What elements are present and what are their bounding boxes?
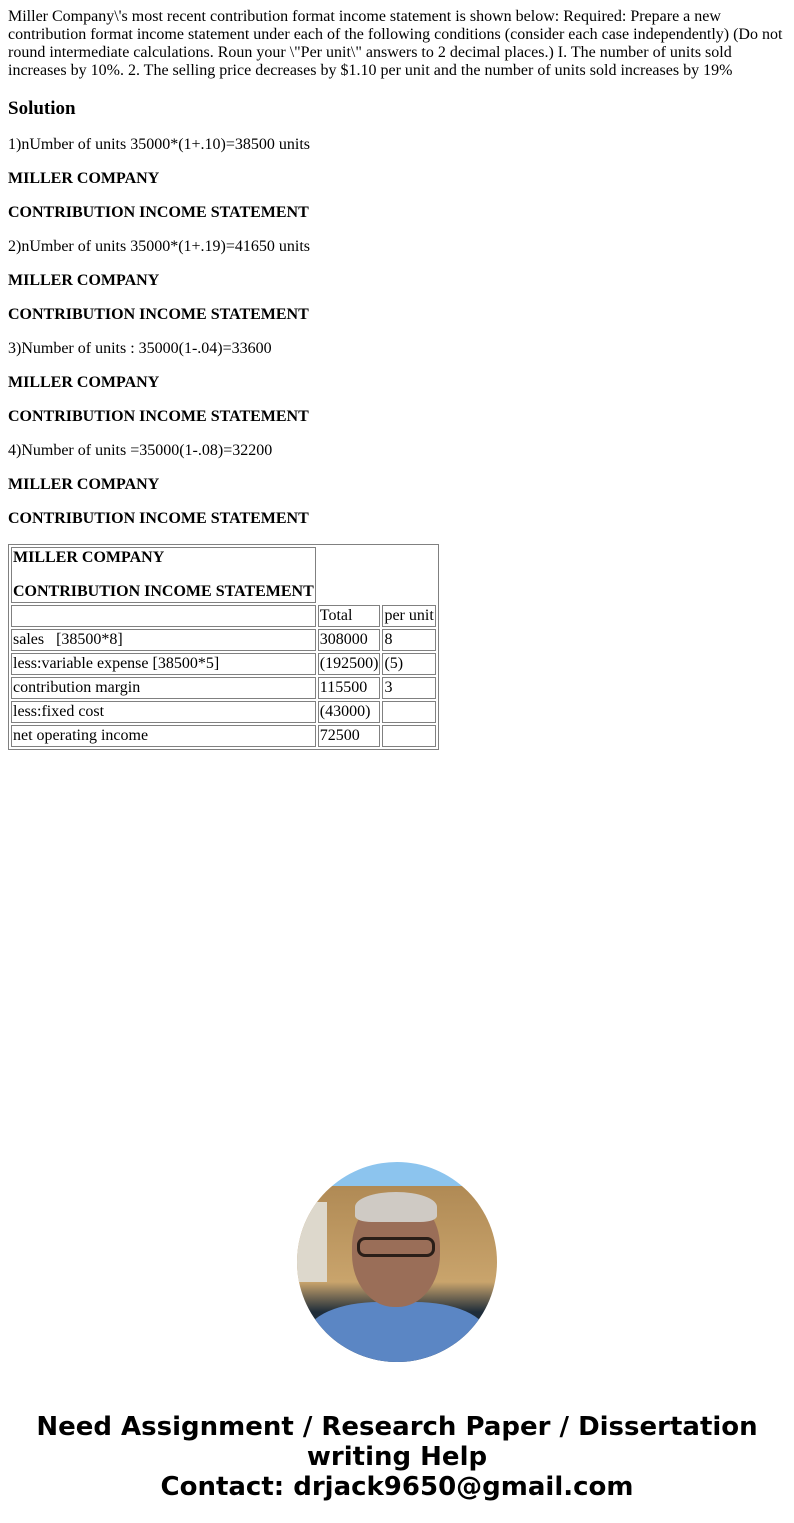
table-row: [11, 677, 436, 699]
row-per-unit: [382, 725, 435, 747]
row-label: sales [38500*8]: [11, 629, 316, 651]
case-1-statement: CONTRIBUTION INCOME STATEMENT: [8, 204, 309, 221]
row-total: 115500: [318, 677, 381, 699]
row-total: (43000): [318, 701, 381, 723]
question-text: Miller Company\'s most recent contribution format income statement is shown below: Required: Prepare a new contribution format income statement under each of the following conditions (consider each case independently) (Do not round intermediate calculations. Roun your \"Per unit\" answers to 2 decimal places.) I. The number of units sold increases by 10%. 2. The selling price decreases by $1.10 per unit and the number of units sold increases by 19%: [8, 8, 783, 79]
row-total: 72500: [318, 725, 381, 747]
glasses-icon: [357, 1237, 435, 1257]
case-2-company: MILLER COMPANY: [8, 272, 160, 289]
table-row: [11, 725, 436, 747]
contact-email: Contact: drjack9650@gmail.com: [160, 1472, 634, 1502]
row-label: less:variable expense [38500*5]: [11, 653, 316, 675]
case-3-units: 3)Number of units : 35000(1-.04)=33600: [8, 340, 272, 357]
table-company: MILLER COMPANY: [13, 549, 165, 566]
row-total: (192500): [318, 653, 381, 675]
row-per-unit: 3: [382, 677, 435, 699]
case-2-units: 2)nUmber of units 35000*(1+.19)=41650 units: [8, 238, 311, 255]
header-label: [11, 605, 316, 627]
solution-heading: Solution: [8, 98, 76, 119]
table-header-row: [11, 605, 436, 627]
row-total: 308000: [318, 629, 381, 651]
row-label: net operating income: [11, 725, 316, 747]
table-row: [11, 701, 436, 723]
case-4-statement: CONTRIBUTION INCOME STATEMENT: [8, 510, 309, 527]
case-4-company: MILLER COMPANY: [8, 476, 160, 493]
row-per-unit: [382, 701, 435, 723]
table-row: [11, 629, 436, 651]
header-total: Total: [318, 605, 381, 627]
case-3-statement: CONTRIBUTION INCOME STATEMENT: [8, 408, 309, 425]
income-statement-table: [8, 544, 439, 750]
tutor-avatar-photo: [297, 1162, 497, 1362]
case-4-units: 4)Number of units =35000(1-.08)=32200: [8, 442, 273, 459]
table-statement: CONTRIBUTION INCOME STATEMENT: [13, 583, 314, 600]
row-label: contribution margin: [11, 677, 316, 699]
table-title-cell: [11, 547, 316, 603]
row-per-unit: (5): [382, 653, 435, 675]
case-2-statement: CONTRIBUTION INCOME STATEMENT: [8, 306, 309, 323]
case-3-company: MILLER COMPANY: [8, 374, 160, 391]
case-1-company: MILLER COMPANY: [8, 170, 160, 187]
row-label: less:fixed cost: [11, 701, 316, 723]
row-per-unit: 8: [382, 629, 435, 651]
header-per-unit: per unit: [382, 605, 435, 627]
case-1-units: 1)nUmber of units 35000*(1+.10)=38500 units: [8, 136, 311, 153]
promo-line: Need Assignment / Research Paper / Dissertation writing Help: [36, 1412, 758, 1472]
promo-footer: [8, 1412, 786, 1502]
table-row: [11, 653, 436, 675]
